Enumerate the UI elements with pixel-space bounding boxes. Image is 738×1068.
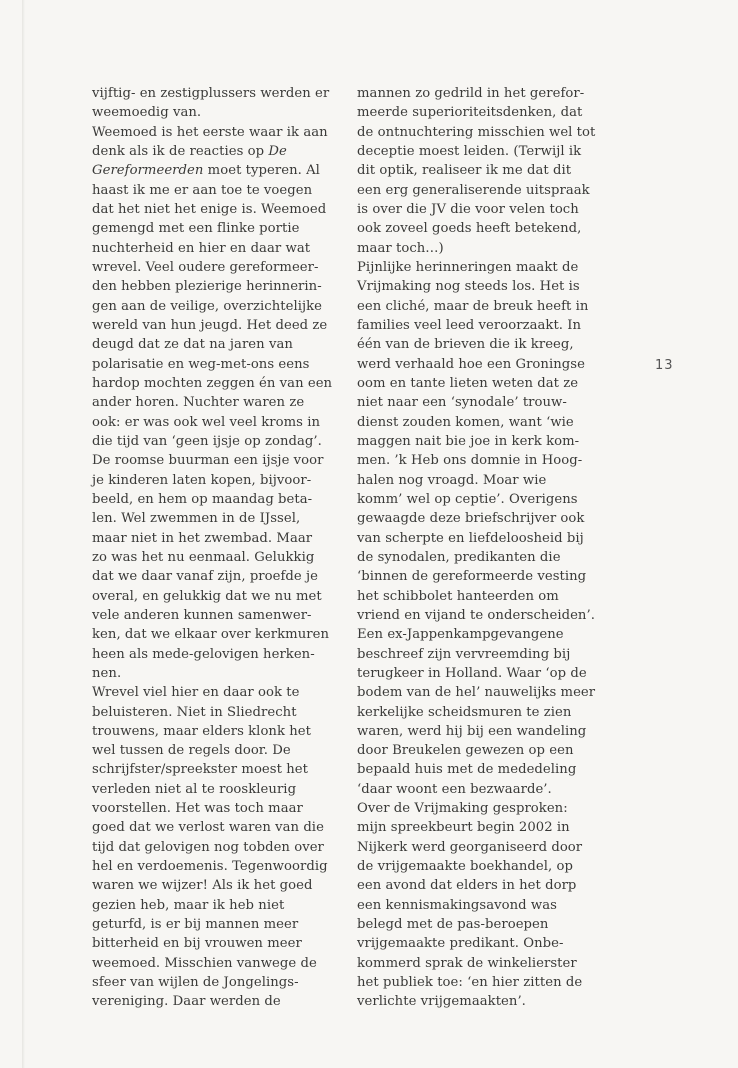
text-line: dat we daar vanaf zijn, proefde je (92, 569, 319, 585)
text-line: vele anderen kunnen samenwer- (92, 607, 312, 623)
text-line: maggen nait bie joe in kerk kom- (357, 433, 580, 449)
text-line: maar toch…) (357, 240, 444, 256)
text-line: die tijd van ‘geen ijsje op zondag’. (92, 433, 322, 449)
text-line: gemengd met een flinke portie (92, 221, 300, 237)
text-line: zo was het nu eenmaal. Gelukkig (92, 549, 315, 565)
text-line: mannen zo gedrild in het gerefor- (357, 86, 585, 101)
text-line: Gereformeerden moet typeren. Al (92, 163, 320, 179)
text-line: beeld, en hem op maandag beta- (92, 491, 313, 507)
text-line: een kennismakingsavond was (357, 897, 557, 913)
text-line: kommerd sprak de winkelierster (357, 955, 577, 971)
text-line: Pijnlijke herinneringen maakt de (357, 259, 579, 275)
text-line: weemoed. Misschien vanwege de (92, 955, 317, 971)
text-line: ander horen. Nuchter waren ze (92, 395, 305, 411)
text-line: komm’ wel op ceptie’. Overigens (357, 491, 578, 507)
text-line: dit optik, realiseer ik me dat dit (357, 163, 572, 179)
text-line: geturfd, is er bij mannen meer (92, 917, 299, 933)
text-line: Wrevel viel hier en daar ook te (92, 685, 300, 701)
text-line: trouwens, maar elders klonk het (92, 723, 312, 739)
text-line: bitterheid en bij vrouwen meer (92, 936, 302, 952)
text-line: werd verhaald hoe een Groningse (357, 356, 585, 372)
text-line: voorstellen. Het was toch maar (92, 801, 303, 817)
text-line: is over die JV die voor velen toch (357, 201, 579, 217)
text-line: deugd dat ze dat na jaren van (92, 337, 293, 353)
text-line: weemoedig van. (92, 105, 202, 121)
text-line: ken, dat we elkaar over kerkmuren (92, 627, 330, 643)
text-line: waren, werd hij bij een wandeling (357, 723, 587, 739)
text-line: nuchterheid en hier en daar wat (92, 240, 311, 256)
text-line: heen als mede-gelovigen herken- (92, 646, 315, 662)
text-line: sfeer van wijlen de Jongelings- (92, 975, 299, 991)
text-line: Een ex-Jappenkampgevangene (357, 627, 564, 643)
text-line: hel en verdoemenis. Tegenwoordig (92, 859, 328, 875)
text-line: Vrijmaking nog steeds los. Het is (357, 279, 580, 295)
text-line: het publiek toe: ‘en hier zitten de (357, 975, 583, 991)
text-line: bepaald huis met de mededeling (357, 762, 577, 778)
text-line: gezien heb, maar ik heb niet (92, 897, 285, 913)
page-number: 13 (655, 358, 674, 373)
text-line: bodem van de hel’ nauwelijks meer (357, 685, 596, 701)
text-line: overal, en gelukkig dat we nu met (92, 588, 322, 604)
text-line: vereniging. Daar werden de (92, 994, 281, 1010)
text-line: haast ik me er aan toe te voegen (92, 182, 313, 198)
text-line: ‘daar woont een bezwaarde’. (357, 781, 552, 797)
text-line: nen. (92, 665, 122, 681)
text-line: De roomse buurman een ijsje voor (92, 453, 324, 469)
left-column (92, 84, 340, 1012)
text-line: gewaagde deze briefschrijver ook (357, 511, 585, 527)
text-line: maar niet in het zwembad. Maar (92, 530, 313, 546)
text-line: vriend en vijand te onderscheiden’. (357, 607, 595, 623)
text-line: deceptie moest leiden. (Terwijl ik (357, 143, 582, 159)
text-line: dat het niet het enige is. Weemoed (92, 201, 327, 217)
text-line: een cliché, maar de breuk heeft in (357, 298, 589, 314)
text-line: de synodalen, predikanten die (357, 549, 561, 565)
text-line: Weemoed is het eerste waar ik aan (92, 124, 328, 140)
text-line: gen aan de veilige, overzichtelijke (92, 298, 323, 314)
text-line: denk als ik de reacties op De (92, 143, 287, 159)
text-line: ‘binnen de gereformeerde vesting (357, 569, 587, 585)
text-line: len. Wel zwemmen in de IJssel, (92, 511, 301, 527)
text-line: wrevel. Veel oudere gereformeer- (92, 259, 319, 275)
text-line: men. ’k Heb ons domnie in Hoog- (357, 453, 583, 469)
text-line: families veel leed veroorzaakt. In (357, 317, 582, 333)
text-line: beschreef zijn vervreemding bij (357, 646, 571, 662)
text-line: door Breukelen gewezen op een (357, 743, 574, 759)
text-line: de ontnuchtering misschien wel tot (357, 124, 596, 140)
text-line: oom en tante lieten weten dat ze (357, 375, 579, 391)
text-line: beluisteren. Niet in Sliedrecht (92, 704, 297, 720)
text-line: polarisatie en weg-met-ons eens (92, 356, 310, 372)
text-line: mijn spreekbeurt begin 2002 in (357, 820, 570, 836)
text-line: één van de brieven die ik kreeg, (357, 337, 574, 353)
text-line: wel tussen de regels door. De (92, 743, 291, 759)
text-line: waren we wijzer! Als ik het goed (92, 878, 313, 894)
text-line: een erg generaliserende uitspraak (357, 182, 590, 198)
text-line: schrijfster/spreekster moest het (92, 762, 308, 778)
text-line: verleden niet al te rooskleurig (92, 781, 297, 797)
text-line: halen nog vroagd. Moar wie (357, 472, 547, 488)
text-line: den hebben plezierige herinnerin- (92, 279, 322, 295)
text-line: een avond dat elders in het dorp (357, 878, 577, 894)
text-line: meerde superioriteitsdenken, dat (357, 105, 583, 121)
text-line: dienst zouden komen, want ‘wie (357, 414, 574, 430)
text-line: kerkelijke scheidsmuren te zien (357, 704, 572, 720)
text-line: Over de Vrijmaking gesproken: (357, 801, 568, 817)
text-line: de vrijgemaakte boekhandel, op (357, 859, 574, 875)
page-gutter (22, 0, 25, 1068)
text-line: wereld van hun jeugd. Het deed ze (92, 317, 328, 333)
text-line: tijd dat gelovigen nog tobden over (92, 839, 324, 855)
text-line: hardop mochten zeggen én van een (92, 375, 333, 391)
right-column (357, 84, 605, 1012)
text-line: goed dat we verlost waren van die (92, 820, 324, 836)
text-line: het schibbolet hanteerden om (357, 588, 559, 604)
text-line: van scherpte en liefdeloosheid bij (357, 530, 584, 546)
text-line: ook zoveel goeds heeft betekend, (357, 221, 582, 237)
text-line: belegd met de pas-beroepen (357, 917, 549, 933)
text-line: verlichte vrijgemaakten’. (357, 994, 526, 1010)
text-line: ook: er was ook wel veel kroms in (92, 414, 321, 430)
text-line: vijftig- en zestigplussers werden er (92, 86, 330, 101)
text-line: je kinderen laten kopen, bijvoor- (92, 472, 312, 488)
text-line: vrijgemaakte predikant. Onbe- (357, 936, 564, 952)
text-line: niet naar een ‘synodale’ trouw- (357, 395, 567, 411)
text-line: terugkeer in Holland. Waar ‘op de (357, 665, 587, 681)
text-line: Nijkerk werd georganiseerd door (357, 839, 583, 855)
